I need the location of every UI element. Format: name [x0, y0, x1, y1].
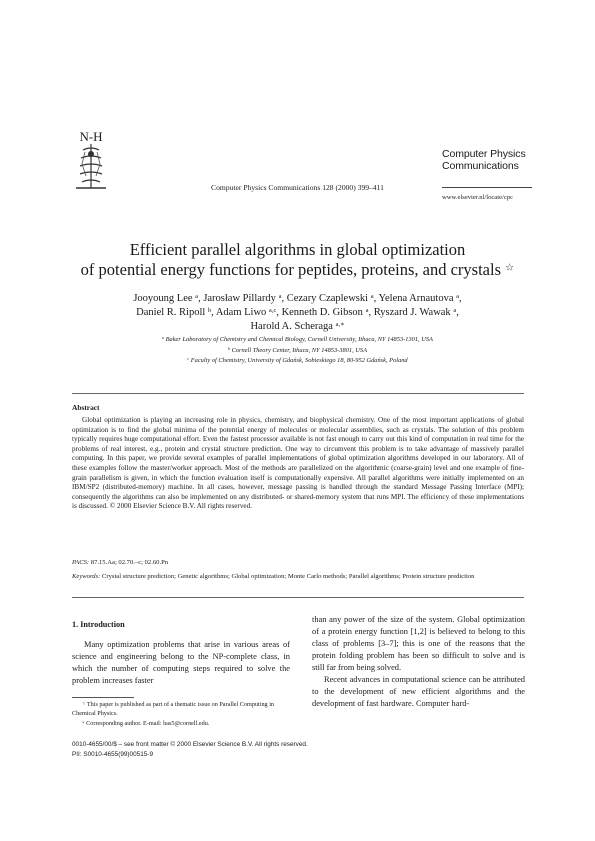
journal-citation: Computer Physics Communications 128 (2000) 399–411	[211, 183, 384, 192]
footnote-text: Corresponding author. E-mail: has5@cornell.edu.	[86, 720, 210, 727]
author-affil-mark: b	[207, 307, 212, 315]
affiliation	[60, 335, 535, 346]
section-heading-introduction: 1. Introduction	[72, 620, 125, 629]
affiliation	[60, 346, 535, 357]
pacs-line	[72, 559, 168, 566]
title-line-1: Efficient parallel algorithms in global optimization	[129, 240, 466, 259]
abstract-top-rule	[72, 393, 524, 394]
author	[250, 321, 344, 332]
author	[287, 293, 374, 304]
affiliation-mark: c	[187, 356, 190, 362]
intro-column-2	[312, 614, 525, 710]
title-line-2	[40, 260, 555, 280]
header-rule	[442, 187, 532, 188]
author-affil-mark: a	[370, 293, 374, 301]
title-footnote-mark: ☆	[505, 262, 515, 274]
affiliation-text: Cornell Theory Center, Ithaca, NY 14853-3801, USA	[231, 346, 368, 354]
author	[203, 293, 281, 304]
author-affil-mark: a	[365, 307, 369, 315]
affiliation-text: Baker Laboratory of Chemistry and Chemical Biology, Cornell University, Ithaca, NY 14853-1301, USA	[165, 336, 433, 343]
author-affil-mark: a	[195, 293, 199, 301]
author-name: Jooyoung Lee	[133, 293, 193, 304]
footnote-rule	[72, 697, 134, 698]
page-footer	[72, 740, 402, 760]
author	[216, 307, 276, 318]
author-affil-mark: a	[278, 293, 282, 301]
logo-text: N-H	[79, 129, 103, 144]
author-affil-mark: a	[453, 307, 457, 315]
author-affil-mark: a	[456, 293, 460, 301]
author-name: Cezary Czaplewski	[286, 293, 369, 304]
article-title	[40, 240, 555, 280]
author-name: Ryszard J. Wawak	[373, 307, 451, 318]
footnote-star	[72, 701, 290, 718]
keywords-line	[72, 572, 524, 581]
affiliation-list	[60, 335, 535, 367]
author	[378, 293, 459, 304]
title-line-2-text: of potential energy functions for peptides, proteins, and crystals	[80, 260, 502, 279]
author-affil-mark: a,c	[268, 307, 277, 315]
author-name: Harold A. Scheraga	[250, 321, 333, 332]
author	[282, 307, 369, 318]
keywords-value: Crystal structure prediction; Genetic algorithms; Global optimization; Monte Carlo methods; Parallel algorithms; Protein structure prediction	[101, 573, 475, 580]
pii-line: PII: S0010-4655(99)00515-9	[72, 751, 154, 758]
journal-url: www.elsevier.nl/locate/cpc	[442, 194, 513, 201]
copyright-line: 0010-4655/00/$ – see front matter © 2000 Elsevier Science B.V. All rights reserved.	[72, 741, 308, 748]
affiliation-mark: b	[227, 345, 230, 351]
author-list: Jooyoung Lee $^a$, Jarosław Pillardy $^a$, Cezary Czaplewski $^a$, Yelena Arnautova $^a$, Daniel R. Ripoll $^b$, Adam Liwo $^{a,c}$, Kenneth D. Gibson $^a$, Ryszard J. Wawak $^a$, Harold A. Scheraga $^{a,∗}$	[133, 293, 462, 332]
abstract-bottom-rule	[72, 597, 524, 598]
footnote-mark: ☆	[82, 701, 86, 706]
abstract-text: Global optimization is playing an increasing role in physics, chemistry, and biophysical chemistry. One of the most important applications of global optimization is to find the global minima of the potential energy of molecules or molecular assemblies, such as crystals. The solution of this problem typically requires huge computational effort. Even the fastest processor available is not fast enough to carry out this kind of computation in real time for the problems of real interest, e.g., protein and crystal structure prediction. One way to circumvent this problem is to take advantage of massively parallel computing. In this paper, we provide several examples of parallel implementations of global optimization algorithms developed in our laboratory. All of these examples follow the master/worker approach. Most of the methods are parallelized on the algorithmic (coarse-grain) level and one example of fine-grain parallelism is given, in which the function evaluation itself is computationally expensive. All parallel algorithms were initially implemented on an IBM/SP2 (distributed-memory) machine. In all cases, however, message passing is handled through the standard Message Passing Interface (MPI); consequently the algorithms can also be implemented on any distributed- or shared-memory system that runs MPI. The efficiency of these implementations is discussed. © 2000 Elsevier Science B.V. All rights reserved.	[72, 416, 524, 511]
footnote-text: This paper is published as part of a thematic issue on Parallel Computing in Chemical Physics.	[72, 701, 275, 717]
affiliation-mark: a	[162, 335, 165, 341]
pacs-label: PACS:	[72, 559, 90, 566]
author	[133, 293, 198, 304]
affiliation-text: Faculty of Chemistry, University of Gdańsk, Sobieskiego 18, 80-952 Gdańsk, Poland	[190, 357, 408, 364]
author-name: Daniel R. Ripoll	[136, 307, 206, 318]
author	[136, 307, 211, 318]
keywords-label: Keywords:	[72, 573, 101, 580]
author-affil-mark: a,∗	[335, 321, 345, 329]
publisher-logo	[74, 128, 108, 190]
affiliation	[60, 356, 535, 367]
author-name: Yelena Arnautova	[378, 293, 454, 304]
footnote-mark: ∗	[82, 720, 85, 725]
pacs-value: 87.15.Aa; 02.70.–c; 02.60.Pn	[90, 559, 169, 566]
intro-column-1-text: Many optimization problems that arise in various areas of science and engineering belong to the NP-complete class, in which the number of computing steps required to solve the problem increases faster	[72, 640, 290, 685]
author-name: Jarosław Pillardy	[203, 293, 276, 304]
intro-paragraph: Recent advances in computational science can be attributed to the development of new efficient algorithms and the development of fast hardware. Computer hard-	[312, 675, 525, 708]
footnote-corresponding	[72, 720, 290, 729]
author	[374, 307, 457, 318]
author-name: Kenneth D. Gibson	[281, 307, 363, 318]
journal-name: Computer Physics Communications	[442, 148, 526, 172]
abstract-heading: Abstract	[72, 403, 100, 412]
author-name: Adam Liwo	[215, 307, 267, 318]
intro-paragraph: than any power of the size of the system. Global optimization of a protein energy function [1,2] is believed to belong to this class of problems [3–7]; this is one of the reasons that the protein folding problem has been so difficult to solve and is still far from being solved.	[312, 615, 525, 672]
